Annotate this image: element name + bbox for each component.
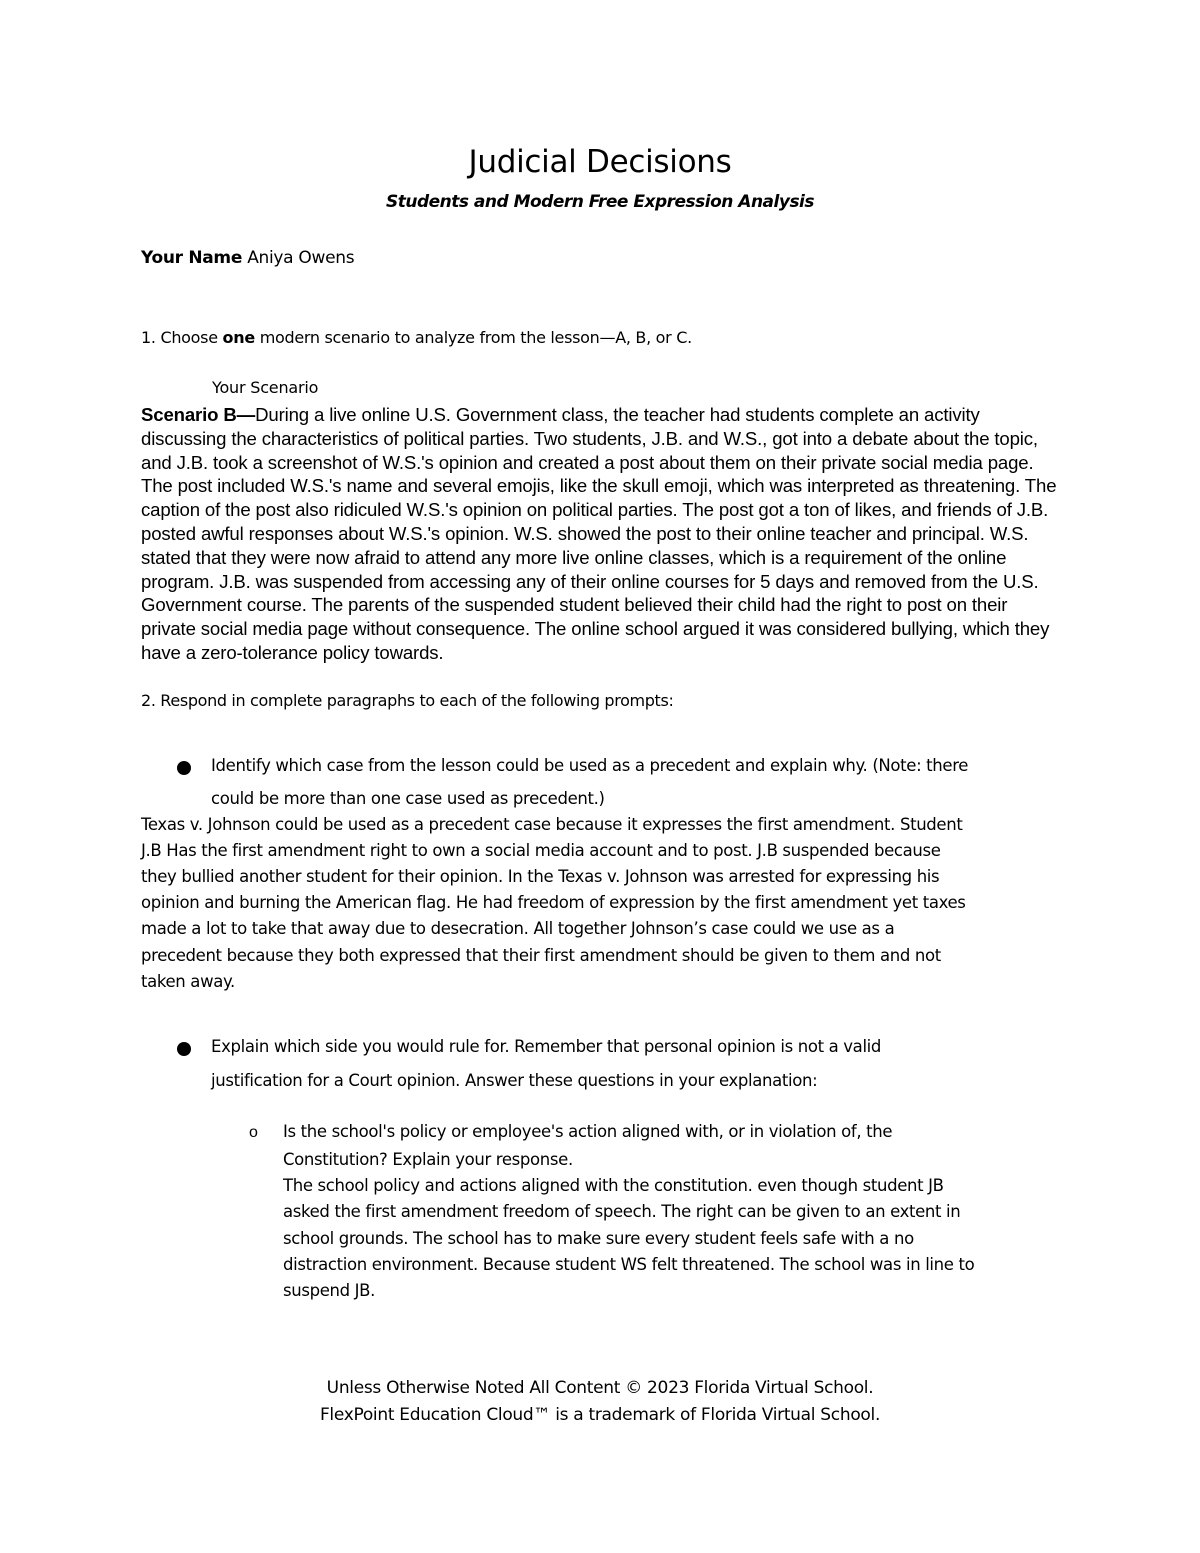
name-value: Aniya Owens	[247, 248, 355, 268]
scenario-heading: Your Scenario	[212, 378, 319, 397]
footer-trademark: FlexPoint Education Cloud™ is a trademark of Florida Virtual School.	[319, 1405, 881, 1425]
sub-question-line-2: Constitution? Explain your response.	[283, 1150, 573, 1169]
prompt-1-line-2: could be more than one case used as precedent.)	[211, 789, 605, 808]
document-title: Judicial Decisions	[468, 144, 732, 180]
prompt-1-answer-line: taken away.	[141, 972, 235, 991]
prompt-2-bullet-icon	[177, 1042, 191, 1056]
prompt-1-answer-line: J.B Has the first amendment right to own a social media account and to post. J.B suspended because	[141, 841, 941, 860]
name-label: Your Name	[141, 248, 243, 268]
scenario-label: Scenario B—	[141, 404, 256, 425]
prompt-2-line-1: Explain which side you would rule for. Remember that personal opinion is not a valid	[211, 1037, 882, 1056]
prompt-1-answer-line: precedent because they both expressed that their first amendment should be given to them and not	[141, 946, 941, 965]
document-subtitle: Students and Modern Free Expression Analysis	[385, 192, 815, 212]
prompt-2-answer-line: school grounds. The school has to make sure every student feels safe with a no	[283, 1229, 914, 1248]
sub-question-line-1: Is the school's policy or employee's action aligned with, or in violation of, the	[283, 1122, 893, 1141]
scenario-paragraph	[141, 403, 1061, 665]
prompt-1-answer-line: made a lot to take that away due to desecration. All together Johnson’s case could we use as a	[141, 919, 895, 938]
prompt-1-bullet-icon	[177, 761, 191, 775]
prompt-1-line-1: Identify which case from the lesson could be used as a precedent and explain why. (Note: there	[211, 756, 969, 775]
question-1-number: 1.	[141, 328, 156, 347]
prompt-1-answer-line: they bullied another student for their opinion. In the Texas v. Johnson was arrested for expressing his	[141, 867, 940, 886]
prompt-2-line-2: justification for a Court opinion. Answer these questions in your explanation:	[211, 1071, 818, 1090]
prompt-2-answer-line: suspend JB.	[283, 1281, 376, 1300]
scenario-text: During a live online U.S. Government class, the teacher had students complete an activity discussing the characteristics of political parties. Two students, J.B. and W.S., got into a debate about the topic, and J.B. took a screenshot of W.S.'s opinion and created a post about them on their private social media page. The post included W.S.'s name and several emojis, like the skull emoji, which was interpreted as threatening. The caption of the post also ridiculed W.S.'s opinion on political parties. The post got a ton of likes, and friends of J.B. posted awful responses about W.S.'s opinion. W.S. showed the post to their online teacher and principal. W.S. stated that they were now afraid to attend any more live online classes, which is a requirement of the online program. J.B. was suspended from accessing any of their online courses for 5 days and removed from the U.S. Government course. The parents of the suspended student believed their child had the right to post on their private social media page without consequence. The online school argued it was considered bullying, which they have a zero-tolerance policy towards.	[141, 404, 1057, 663]
student-name-line	[141, 248, 354, 268]
prompt-2-answer-line: distraction environment. Because student WS felt threatened. The school was in line to	[283, 1255, 975, 1274]
prompt-2-answer-line: asked the first amendment freedom of speech. The right can be given to an extent in	[283, 1202, 961, 1221]
question-1-text-after: modern scenario to analyze from the lesson—A, B, or C.	[259, 328, 692, 347]
question-1-emphasis: one	[222, 328, 255, 347]
prompt-2-answer-line: The school policy and actions aligned with the constitution. even though student JB	[283, 1176, 944, 1195]
prompt-1-answer-line: opinion and burning the American flag. He had freedom of expression by the first amendment yet taxes	[141, 893, 966, 912]
question-2: 2. Respond in complete paragraphs to each of the following prompts:	[141, 691, 674, 710]
sub-bullet-icon: o	[249, 1124, 258, 1141]
prompt-1-answer-line: Texas v. Johnson could be used as a precedent case because it expresses the first amendment. Student	[141, 815, 963, 834]
question-1	[141, 328, 692, 347]
footer-copyright: Unless Otherwise Noted All Content © 2023 Florida Virtual School.	[326, 1378, 874, 1398]
question-1-text-before: Choose	[160, 328, 218, 347]
